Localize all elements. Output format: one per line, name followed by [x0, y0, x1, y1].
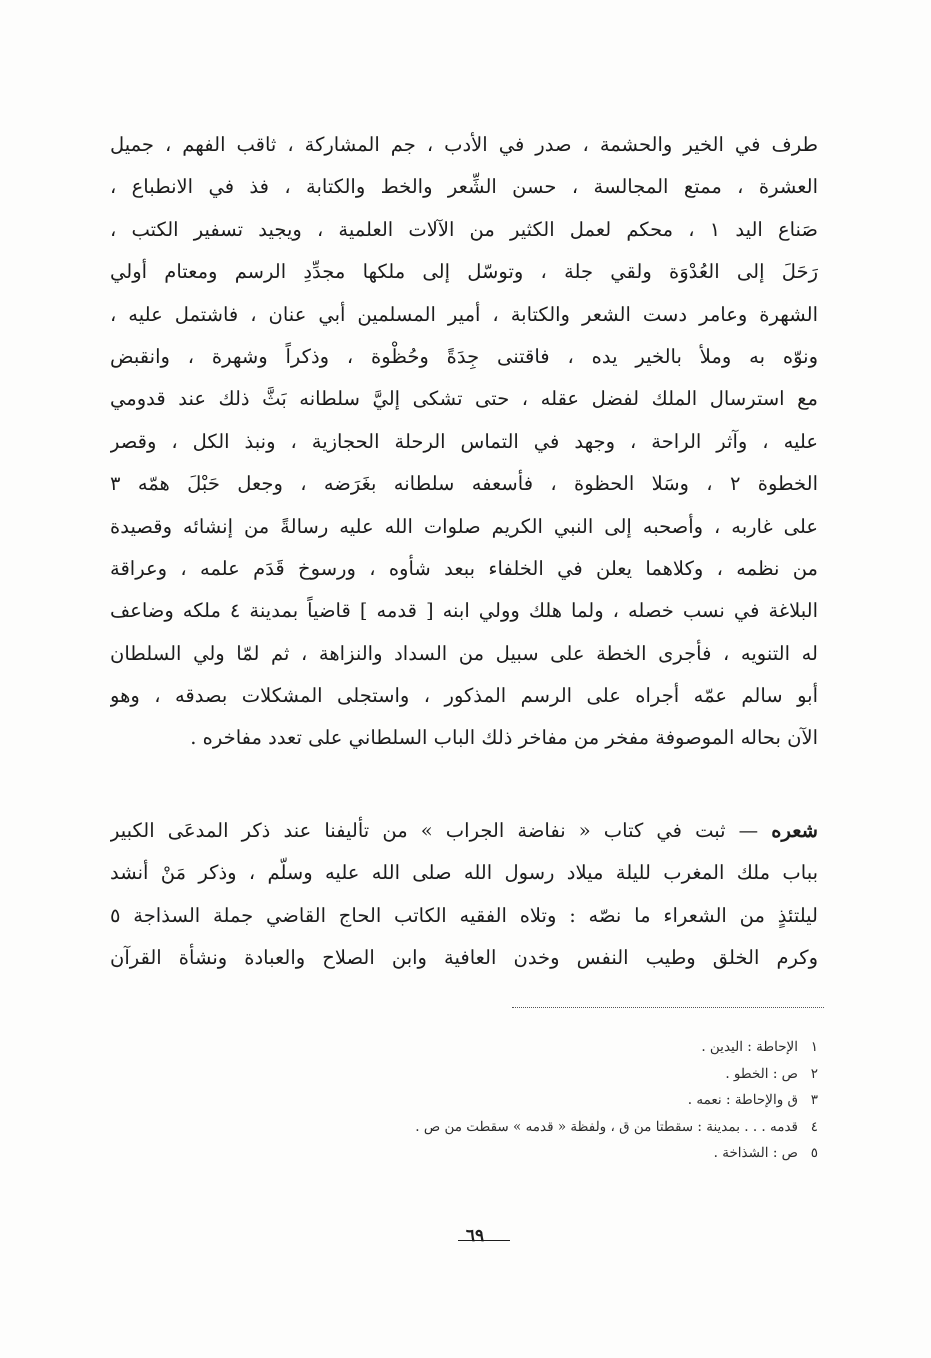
paragraph-2	[110, 810, 818, 980]
text-line-rest: — ثبت في كتاب « نفاضة الجراب » من تأليفنا عند ذكر المدعَى الكبير	[110, 819, 772, 842]
page-number-underline	[458, 1240, 510, 1241]
text-line: بباب ملك المغرب لليلة ميلاد رسول الله صلى الله عليه وسلّم ، وذكر مَنْ أنشد	[110, 861, 818, 885]
text-line: ونوّه به وملأ بالخير يده ، فاقتنى جِدَةً وحُظْوة ، وذكراً وشهرة ، وانقبض	[110, 344, 818, 368]
footnote-text: الإحاطة : اليدين .	[701, 1039, 798, 1055]
text-line: العشرة ، ممتع المجالسة ، حسن الشِّعر والخط والكتابة ، فذ في الانطباع ،	[110, 175, 818, 199]
text-line: الآن بحاله الموصوفة مفخر من مفاخر ذلك الباب السلطاني على تعدد مفاخره .	[190, 726, 818, 750]
text-line: البلاغة في نسب خصله ، ولما هلك وولي ابنه [ قدمه ] قاضياً بمدينة ٤ ملكه وضاعف	[110, 599, 818, 623]
text-line: الخطوة ٢ ، وسَلا الحظوة ، فأسعفه سلطانه بغَرَضه ، وجعل حَبْلَ همّه ٣	[110, 472, 818, 496]
footnote-number: ٥	[810, 1145, 818, 1161]
text-line: وكرم الخلق وطيب النفس وخدن العافية وابن الصلاح والعبادة ونشأة القرآن	[110, 946, 818, 970]
page-number: ٦٩	[465, 1226, 485, 1246]
footnote	[300, 1034, 818, 1061]
footnotes	[300, 1034, 818, 1167]
text-line: على غاربه ، وأصحبه إلى النبي الكريم صلوات الله عليه رسالةً من إنشائه وقصيدة	[110, 514, 818, 538]
footnote-number: ٢	[810, 1065, 818, 1082]
footnote	[300, 1061, 818, 1088]
footnote-text: قدمه . . . بمدينة : سقطتا من ق ، ولفظة « قدمه » سقطت من ص .	[415, 1118, 798, 1135]
text-line: من نظمه ، وكلاهما يعلن في الخلفاء ببعد شأوه ، ورسوخ قَدَم علمه ، وعراقة	[110, 556, 818, 580]
text-line: ليلتئذٍ من الشعراء ما نصّه : وتلاه الفقيه الكاتب الحاج القاضي جملة السذاجة ٥	[110, 903, 818, 927]
text-line-first	[110, 810, 818, 852]
footnote-number: ٣	[810, 1092, 818, 1108]
footnote-text: ص : الخطو .	[725, 1065, 798, 1082]
footnote	[300, 1087, 818, 1114]
footnote-text: ص : الشذاخة .	[713, 1145, 798, 1161]
text-line: مع استرسال الملك لفضل عقله ، حتى تشكى إليَّ سلطانه بَثَّ ذلك عند قدومي	[110, 387, 818, 411]
footnote-number: ١	[810, 1039, 818, 1055]
footnote	[300, 1140, 818, 1167]
paragraph-1	[110, 124, 818, 760]
footnote-text: ق والإحاطة : نعمه .	[687, 1092, 798, 1108]
text-line: صَناع اليد ١ ، محكم لعمل الكثير من الآلات العلمية ، ويجيد تسفير الكتب ،	[110, 217, 818, 241]
text-line: أبو سالم عمّه أجراه على الرسم المذكور ، واستجلى المشكلات بصدقه ، وهو	[110, 684, 818, 708]
text-line: عليه ، وآثر الراحة ، وجهد في التماس الرحلة الحجازية ، ونبذ الكل ، وقصر	[110, 429, 818, 453]
footnote-number: ٤	[810, 1118, 818, 1135]
footnote-separator	[512, 1007, 824, 1008]
section-lead-word: شعره	[771, 819, 818, 842]
text-line: رَحَلَ إلى العُدْوَة ولقي جلة ، وتوسّل إلى ملكها مجدِّدِ الرسم ومعتام أولي	[110, 260, 818, 284]
text-line: له التنويه ، فأجرى الخطة على سبيل من السداد والنزاهة ، ثم لمّا ولي السلطان	[110, 641, 818, 665]
text-line: طرف في الخير والحشمة ، صدر في الأدب ، جم المشاركة ، ثاقب الفهم ، جميل	[110, 133, 818, 156]
footnote	[300, 1114, 818, 1141]
text-line: الشهرة وعامر دست الشعر والكتابة ، أمير المسلمين أبي عنان ، فاشتمل عليه ،	[110, 302, 818, 326]
